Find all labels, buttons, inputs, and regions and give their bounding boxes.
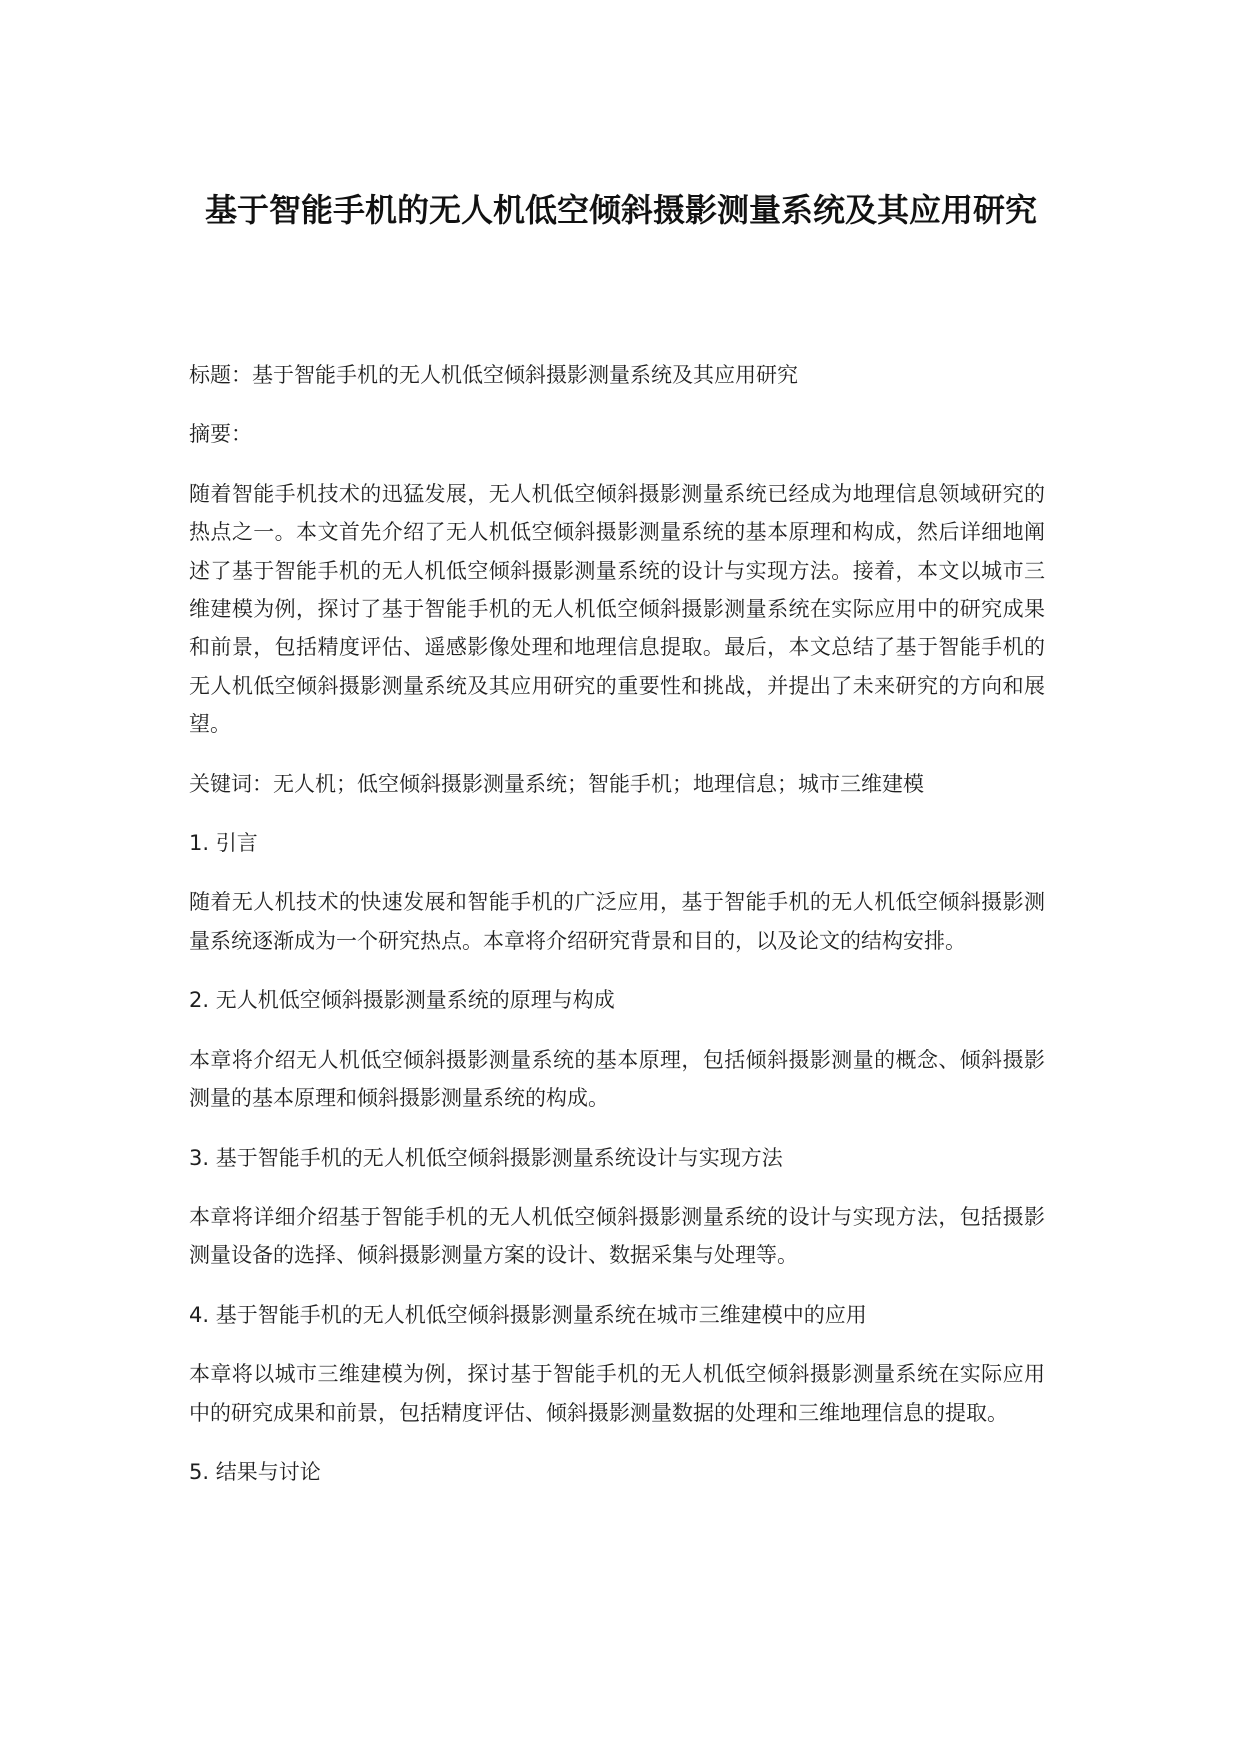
document-title: 基于智能手机的无人机低空倾斜摄影测量系统及其应用研究 (204, 191, 1037, 229)
title-line: 标题：基于智能手机的无人机低空倾斜摄影测量系统及其应用研究 (189, 363, 798, 387)
abstract-label: 摘要： (189, 422, 252, 447)
section-body-design: 本章将详细介绍基于智能手机的无人机低空倾斜摄影测量系统的设计与实现方法，包括摄影测量设备的选择、倾斜摄影测量方案的设计、数据采集与处理等。 (189, 1204, 1045, 1268)
abstract-paragraph: 随着智能手机技术的迅猛发展，无人机低空倾斜摄影测量系统已经成为地理信息领域研究的热点之一。本文首先介绍了无人机低空倾斜摄影测量系统的基本原理和构成，然后详细地阐述了基于智能手机的无人机低空倾斜摄影测量系统的设计与实现方法。接着，本文以城市三维建模为例，探讨了基于智能手机的无人机低空倾斜摄影测量系统在实际应用中的研究成果和前景，包括精度评估、遥感影像处理和地理信息提取。最后，本文总结了基于智能手机的无人机低空倾斜摄影测量系统及其应用研究的重要性和挑战，并提出了未来研究的方向和展望。 (189, 481, 1045, 737)
section-heading-introduction: 1. 引言 (189, 831, 258, 856)
section-heading-results: 5. 结果与讨论 (189, 1459, 321, 1484)
section-heading-design: 3. 基于智能手机的无人机低空倾斜摄影测量系统设计与实现方法 (189, 1145, 783, 1170)
keywords-line: 关键词：无人机；低空倾斜摄影测量系统；智能手机；地理信息；城市三维建模 (189, 771, 924, 796)
section-body-principles: 本章将介绍无人机低空倾斜摄影测量系统的基本原理，包括倾斜摄影测量的概念、倾斜摄影测量的基本原理和倾斜摄影测量系统的构成。 (189, 1047, 1045, 1111)
section-heading-principles: 2. 无人机低空倾斜摄影测量系统的原理与构成 (189, 988, 615, 1013)
document-body (189, 356, 1045, 1512)
section-body-introduction: 随着无人机技术的快速发展和智能手机的广泛应用，基于智能手机的无人机低空倾斜摄影测量系统逐渐成为一个研究热点。本章将介绍研究背景和目的，以及论文的结构安排。 (189, 890, 1045, 953)
section-heading-application: 4. 基于智能手机的无人机低空倾斜摄影测量系统在城市三维建模中的应用 (189, 1302, 867, 1327)
section-body-application: 本章将以城市三维建模为例，探讨基于智能手机的无人机低空倾斜摄影测量系统在实际应用中的研究成果和前景，包括精度评估、倾斜摄影测量数据的处理和三维地理信息的提取。 (189, 1362, 1045, 1425)
